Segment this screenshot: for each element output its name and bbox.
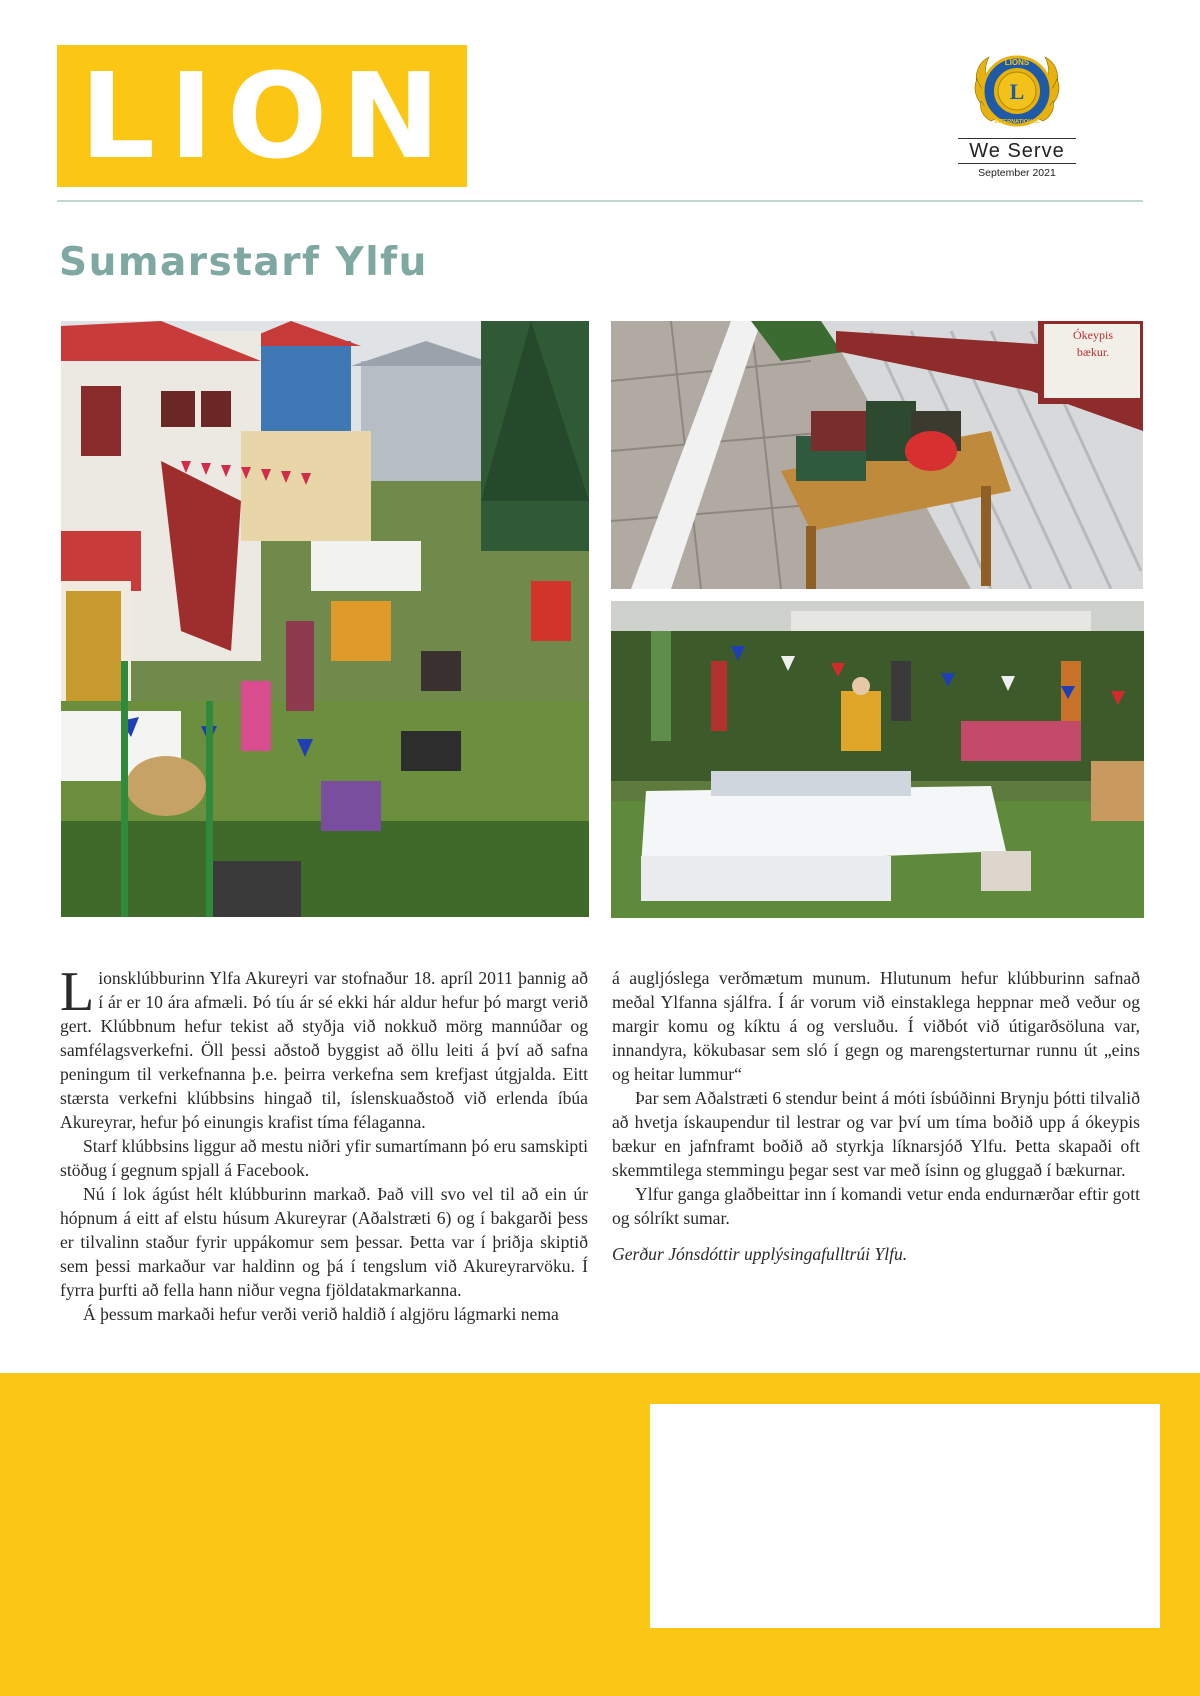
svg-text:Ókeypis: Ókeypis	[1073, 328, 1113, 342]
svg-text:L: L	[1009, 79, 1025, 104]
svg-text:LIONS: LIONS	[1004, 58, 1030, 67]
article-paragraph: á augljóslega verðmætum munum. Hlutunum hefur klúbburinn safnað meðal Ylfanna sjálfra. Í ár vorum við einstaklega heppnar með veður og margir komu og kíktu á og versluðu. Í viðbót við útigarðsöluna var, innandyra, kökubasar sem sló í gegn og marengsterturnar runnu út „eins og heitar lummur“	[612, 968, 1140, 1084]
article-paragraph: Nú í lok ágúst hélt klúbburinn markað. Það vill svo vel til að ein úr hópnum á eitt af elstu húsum Akureyrar (Aðalstræti 6) og í bakgarði þess er tilvalinn staður fyrir uppákomur sem þessar. Þetta var í þriðja skiptið sem þessi markaður var haldinn og þá í tengslum við Akureyrarvöku. Í fyrra þurfti að fella hann niður vegna fjöldatakmarkanna.	[60, 1184, 588, 1300]
article-right-column	[612, 966, 1140, 1266]
footer-blank-box	[650, 1404, 1160, 1628]
article-paragraph: Starf klúbbsins liggur að mestu niðri yfir sumartímann þó eru samskipti stöðug í gegnum spjall á Facebook.	[60, 1136, 588, 1180]
article-left-column	[60, 961, 588, 1326]
header-divider	[57, 200, 1143, 202]
issue-date: September 2021	[978, 167, 1056, 179]
article-signature: Gerður Jónsdóttir upplýsingafulltrúi Ylfu.	[612, 1244, 908, 1264]
article-paragraph: Ylfur ganga glaðbeittar inn í komandi vetur enda endurnærðar eftir gott og sólríkt sumar.	[612, 1184, 1140, 1228]
masthead-title: LION	[79, 47, 455, 185]
free-books-table-photo	[611, 321, 1143, 589]
svg-text:INTERNATIONAL: INTERNATIONAL	[994, 119, 1040, 125]
article-paragraph: Á þessum markaði hefur verði verið haldið í algjöru lágmarki nema	[83, 1304, 559, 1324]
lions-international-emblem-icon	[969, 47, 1065, 135]
svg-text:bækur.: bækur.	[1076, 345, 1110, 359]
article-paragraph: Þar sem Aðalstræti 6 stendur beint á móti ísbúðinni Brynju þótti tilvalið að hvetja ískaupendur til lestrar og var því um tíma boðið upp á ókeypis bækur en jafnframt boðið að styrkja líknarsjóð Ylfu. Þetta skapaði oft skemmtilega stemmingu þegar sest var með ísinn og gluggað í bækurnar.	[612, 1088, 1140, 1180]
article-paragraph: Lionsklúbburinn Ylfa Akureyri var stofnaður 18. apríl 2011 þannig að í ár er 10 ára afmæli. Þó tíu ár sé ekki hár aldur hefur þó margt verið gert. Klúbbnum hefur tekist að styðja við nokkuð mörg mannúðar og samfélagsverkefni. Öll þessi aðstoð byggist að öllu leiti á því að safna peningum til verkefnanna þ.e. þeirra verkefna sem krefjast útgjalda. Eitt stærsta verkefni klúbbsins hingað til, íslenskuaðstoð við erlenda íbúa Akureyrar, hefur þó einungis krafist tíma félaganna.	[60, 961, 588, 1132]
article-title: Sumarstarf Ylfu	[59, 240, 428, 285]
motto-text: We Serve	[958, 138, 1076, 164]
lions-emblem	[958, 47, 1076, 179]
market-yard-photo	[61, 321, 589, 917]
masthead-banner	[57, 45, 467, 187]
garden-sale-photo	[611, 601, 1144, 918]
